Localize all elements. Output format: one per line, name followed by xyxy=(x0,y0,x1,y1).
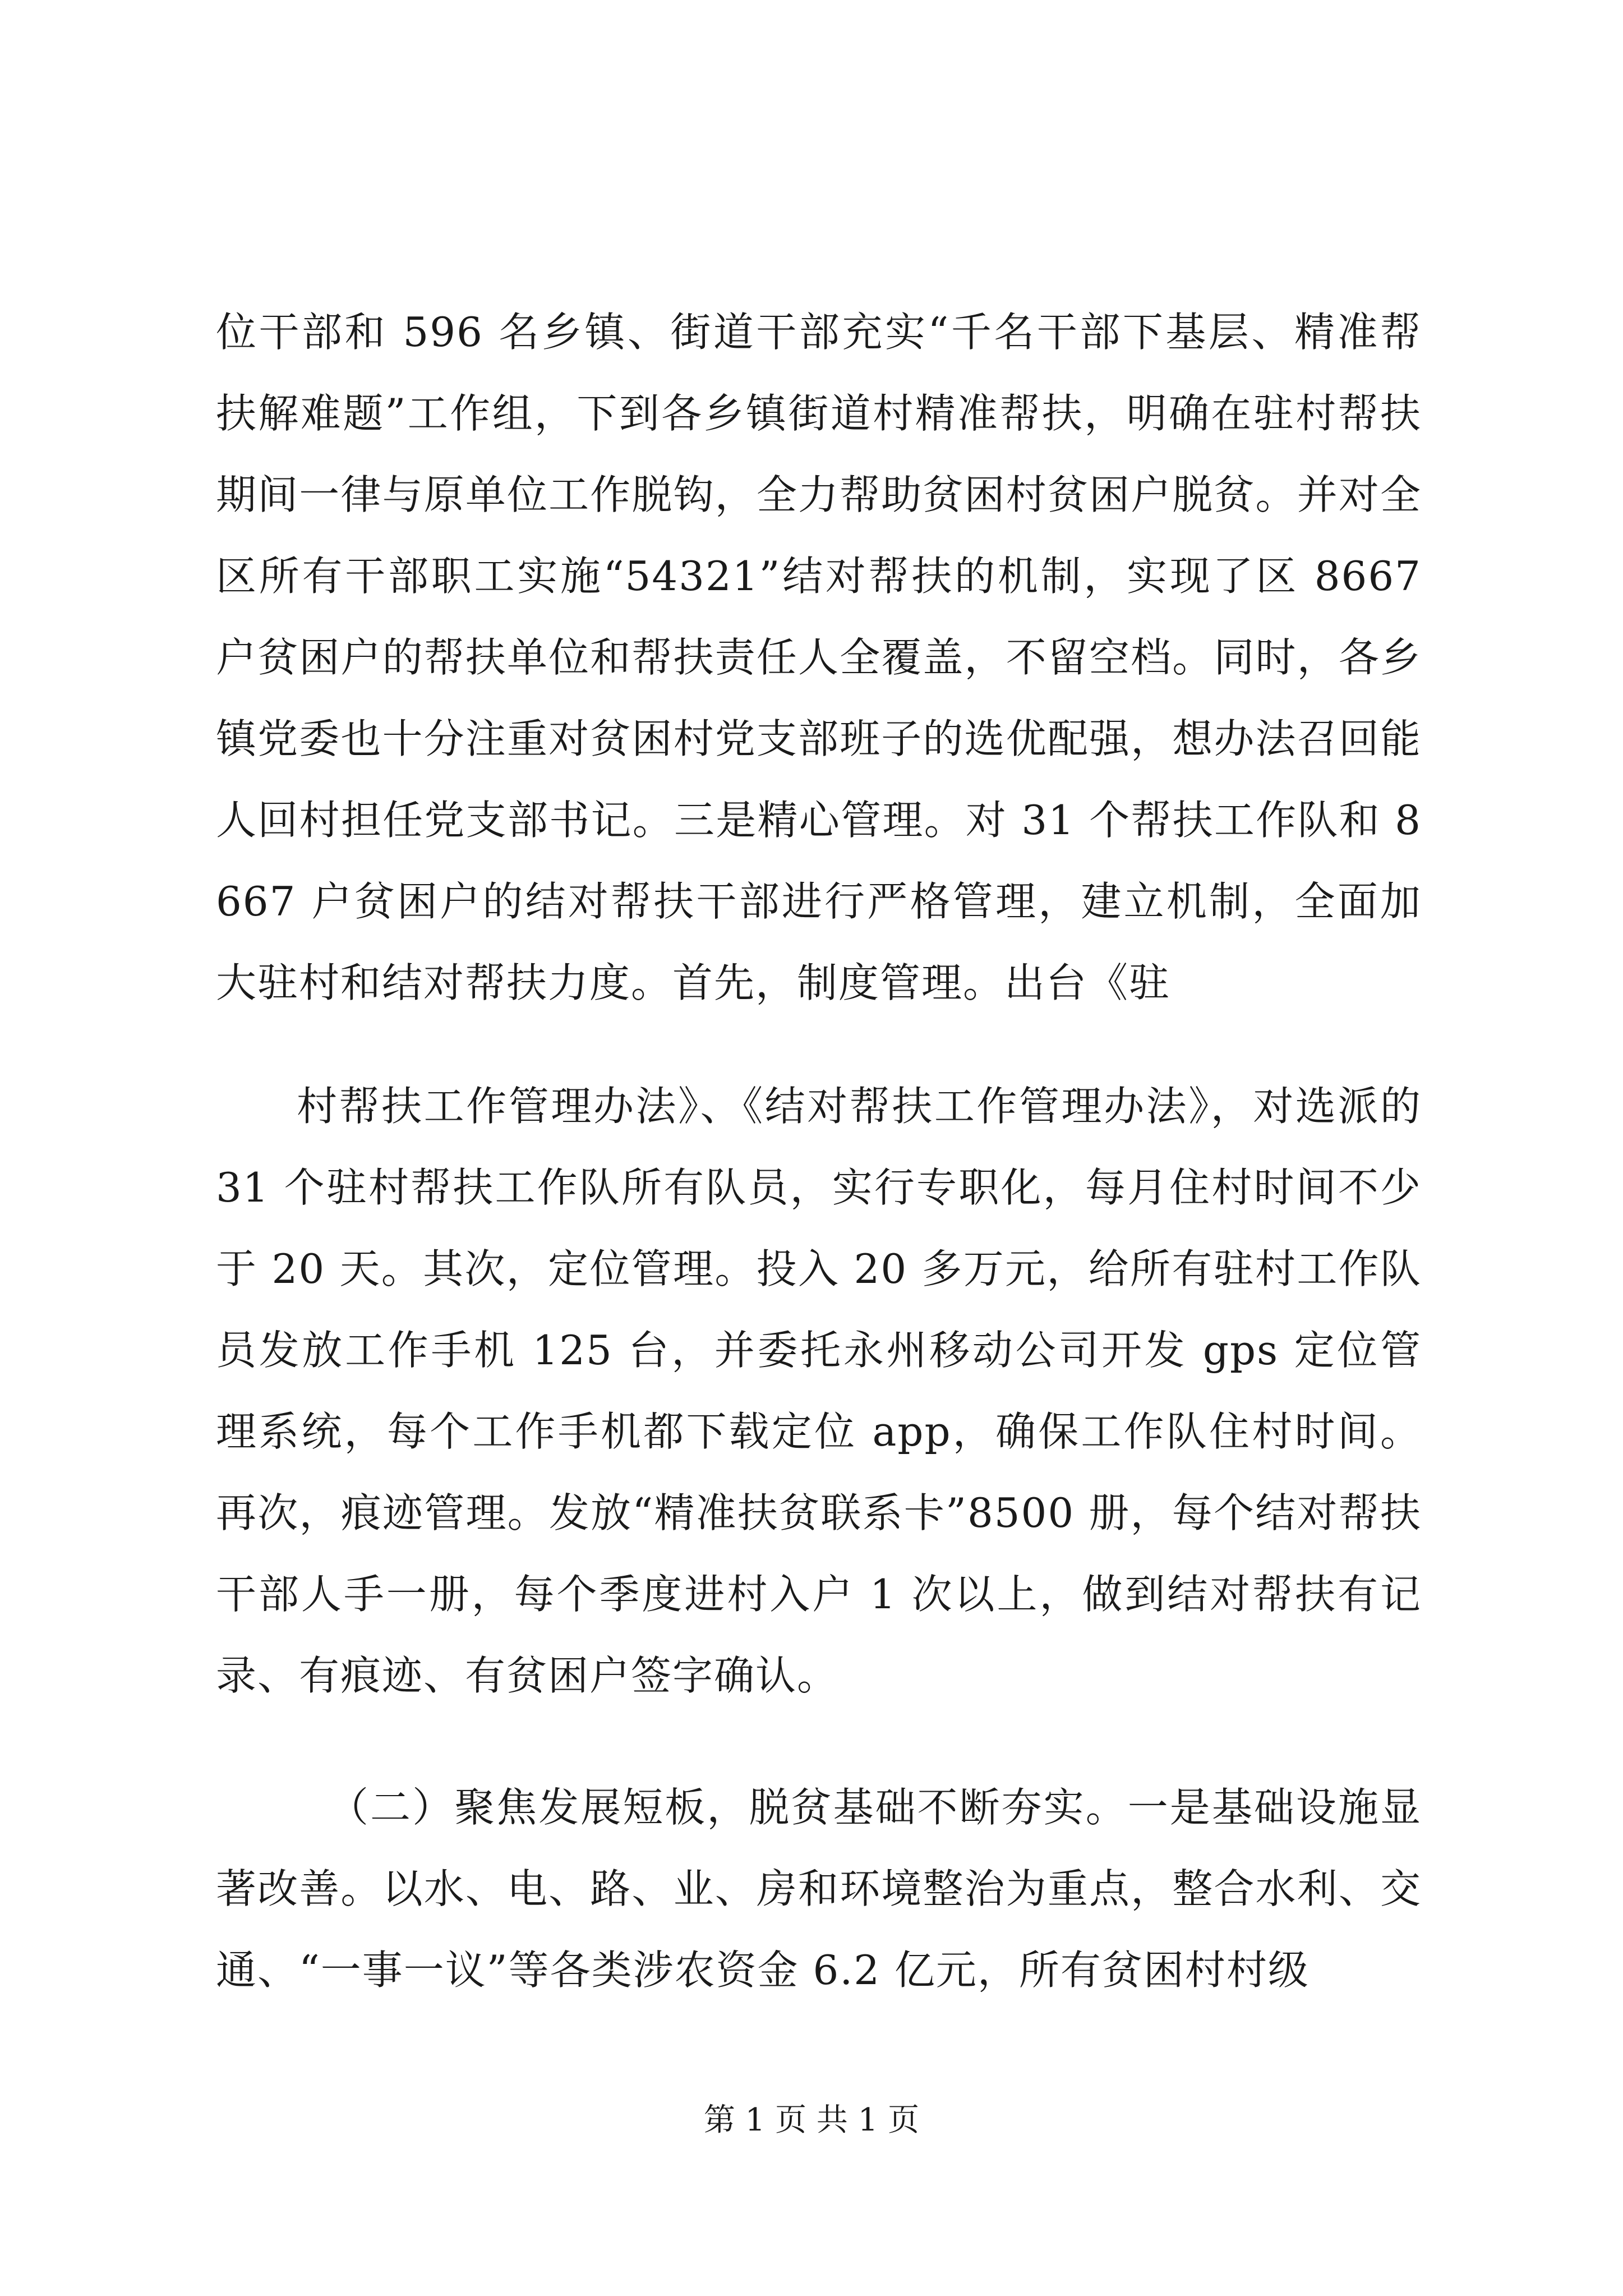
body-paragraph-2: 村帮扶工作管理办法》、《结对帮扶工作管理办法》，对选派的 31 个驻村帮扶工作队所有队员，实行专职化，每月住村时间不少于 20 天。其次，定位管理。投入 20 多万元，给所有驻村工作队员发放工作手机 125 台，并委托永州移动公司开发 gps 定位管理系统，每个工作手机都下载定位 app，确保工作队住村时间。再次，痕迹管理。发放“精准扶贫联系卡”8500 册，每个结对帮扶干部人手一册，每个季度进村入户 1 次以上，做到结对帮扶有记录、有痕迹、有贫困户签字确认。 xyxy=(216,1083,1422,1699)
body-paragraph-1: 位干部和 596 名乡镇、街道干部充实“千名干部下基层、精准帮扶解难题”工作组，下到各乡镇街道村精准帮扶，明确在驻村帮扶期间一律与原单位工作脱钩，全力帮助贫困村贫困户脱贫。并对全区所有干部职工实施“54321”结对帮扶的机制，实现了区 8667 户贫困户的帮扶单位和帮扶责任人全覆盖，不留空档。同时，各乡镇党委也十分注重对贫困村党支部班子的选优配强，想办法召回能人回村担任党支部书记。三是精心管理。对 31 个帮扶工作队和 8667 户贫困户的结对帮扶干部进行严格管理，建立机制，全面加大驻村和结对帮扶力度。首先，制度管理。出台《驻 xyxy=(216,309,1422,1006)
page-number-footer: 第 1 页 共 1 页 xyxy=(703,2102,920,2138)
section-heading-paragraph: （二）聚焦发展短板，脱贫基础不断夯实。一是基础设施显著改善。以水、电、路、业、房和环境整治为重点，整合水利、交通、“一事一议”等各类涉农资金 6.2 亿元，所有贫困村村级 xyxy=(216,1784,1422,1994)
